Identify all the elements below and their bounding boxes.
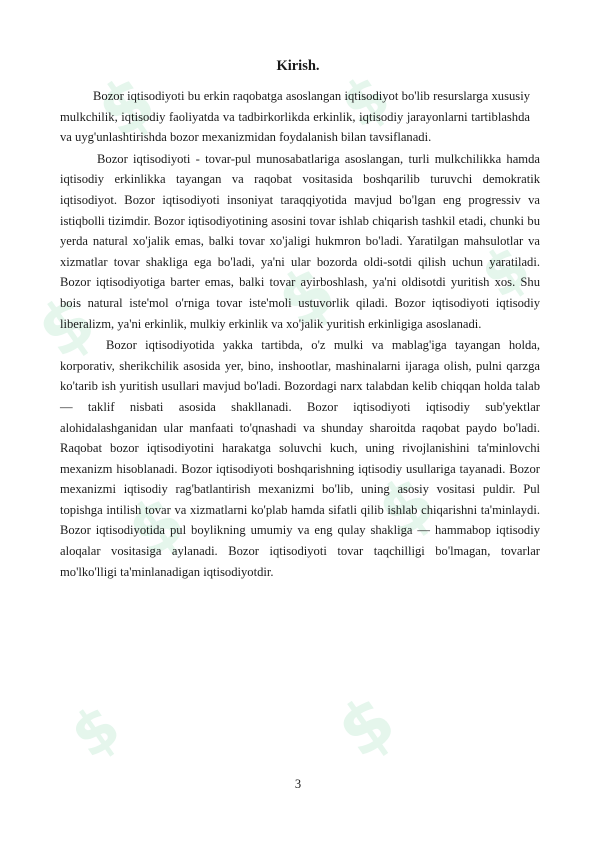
document-body: [60, 86, 543, 582]
svg-text:$: $: [58, 690, 133, 773]
svg-text:$: $: [362, 458, 450, 554]
svg-text:$: $: [328, 60, 403, 143]
svg-text:$: $: [262, 248, 350, 344]
svg-text:$: $: [468, 230, 543, 313]
paragraph-mechanism: Bozor iqtisodiyotida yakka tartibda, o'z mulki va mablag'iga tayangan holda, korporativ, sherikchilik asosida yer, bino, inshootlar, mashinalarni ijaraga olish, pulni qarzga ko'tarib ish yuritish usullari mavjud bo'ladi. Bozordagi narx talabdan kelib chiqqan holda talab — taklif nisbati asosida shakllanadi. Bozor iqtisodiyoti iqtisodiy sub'yektlar alohidalashganidan ular manfaati to'qnashadi va shunday sharoitda raqobat paydo bo'ladi. Raqobat bozor iqtisodiyotini harakatga soluvchi kuch, uning rivojlanishini ta'minlovchi mexanizm hisoblanadi. Bozor iqtisodiyoti boshqarishning iqtisodiy usullariga tayanadi. Bozor mexanizmi iqtisodiy rag'batlantirish mexanizmi bo'lib, uning asosiy vositasi puldir. Pul topishga intilish tovar va xizmatlarni ko'plab hamda sifatli qilib ishlab chiqarishni ta'minlaydi. Bozor iqtisodiyotida pul boylikning umumiy va eng qulay shakliga — hammabop iqtisodiy aloqalar vositasiga aylanadi. Bozor iqtisodiyoti tovar taqchilligi bo'lmagan, tovarlar mo'lko'lligi ta'minlanadigan iqtisodiyotdir.: [60, 338, 540, 579]
page-number: 3: [294, 777, 302, 791]
svg-text:$: $: [82, 58, 170, 154]
svg-text:$: $: [22, 278, 110, 374]
paragraph-intro: Bozor iqtisodiyoti bu erkin raqobatga asoslangan iqtisodiyot bo'lib resurslarga xususiy mulkchilik, iqtisodiy faoliyatda va tadbirkorlikda erkinlik, iqtisodiy jarayonlarni tartiblashda va uyg'unlashtirishda bozor mexanizmidan foydalanish bilan tavsiflanadi.: [60, 89, 530, 145]
svg-text:$: $: [322, 678, 410, 774]
document-title: Kirish.: [276, 58, 320, 74]
paragraph-definition: Bozor iqtisodiyoti - tovar-pul munosabatlariga asoslangan, turli mulkchilikka hamda iqtisodiy erkinlikka tayangan va raqobat vositasida boshqarilib turuvchi demokratik iqtisodiyot. Bozor iqtisodiyoti insoniyat taraqqiyotida mavjud bo'lgan eng progressiv va istiqbolli tizimdir. Bozor iqtisodiyotining asosini tovar ishlab chiqarish tashkil etadi, chunki bu yerda natural xo'jalik emas, balki tovar xo'jaligi hukmron bo'ladi. Yaratilgan mahsulotlar va xizmatlar tovar shakliga ega bo'ladi, ya'ni ular bozorda oldi-sotdi qilish uchun yaratiladi. Bozor iqtisodiyotiga barter emas, balki tovar ayirboshlash, ya'ni oldisotdi yuritish xos. Shu bois natural iste'mol o'rniga tovar iste'moli ustuvorlik qiladi. Bozor iqtisodiyoti iqtisodiy liberalizm, ya'ni erkinlik, mulkiy erkinlik va xo'jalik yuritish erkinligiga asoslanadi.: [60, 151, 540, 331]
svg-text:$: $: [112, 478, 200, 574]
